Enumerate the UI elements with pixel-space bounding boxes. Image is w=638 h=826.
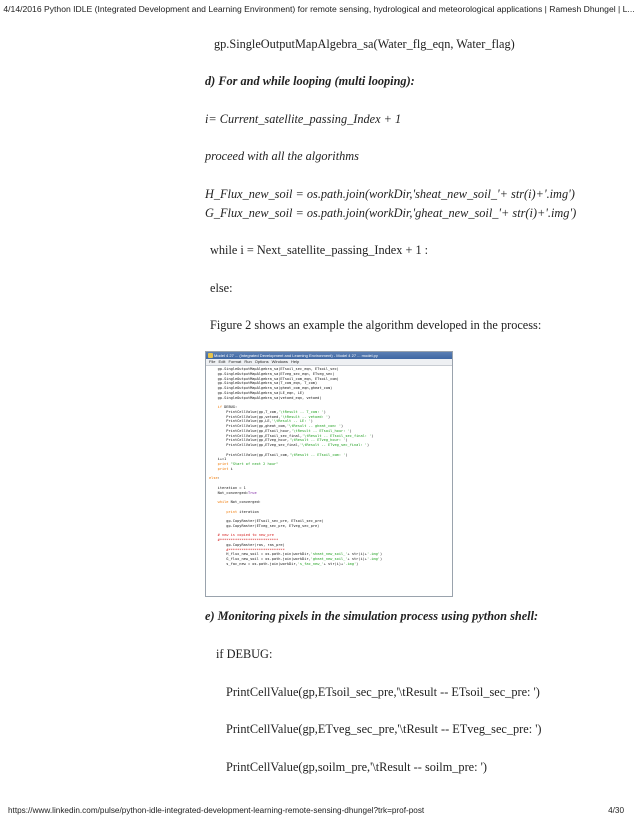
code-line-single-output: gp.SingleOutputMapAlgebra_sa(Water_flg_eqn, Water_flag) (214, 37, 515, 51)
idle-code-line: s_fac_new = os.path.join(workDir,'s_fac_new_'+ str(i)+'.img') (209, 561, 359, 566)
idle-code-line: PrintCellValue(gp,ETsoil_hour,'\tResult -- ETsoil_hour: ') (209, 428, 352, 433)
text-proceed: proceed with all the algorithms (205, 149, 359, 163)
idle-code-line: gp.SingleOutputMapAlgebra_sa(vetoed_eqn, vetoed) (209, 395, 322, 400)
idle-title-bar (206, 352, 452, 359)
code-line-g-flux: G_Flux_new_soil = os.path.join(workDir,'gheat_new_soil_'+ str(i)+'.img') (205, 206, 577, 220)
idle-code-line: print i (217, 466, 233, 471)
idle-code-line: gp.CopyRaster(ETveg_sec_pre, ETveg_sec_pre) (209, 523, 320, 528)
idle-code-area (206, 366, 452, 567)
code-line-print-etsoil: PrintCellValue(gp,ETsoil_sec_pre,'\tResult -- ETsoil_sec_pre: ') (226, 685, 540, 699)
code-line-h-flux: H_Flux_new_soil = os.path.join(workDir,'sheat_new_soil_'+ str(i)+'.img') (205, 187, 575, 201)
figure-caption: Figure 2 shows an example the algorithm developed in the process: (210, 318, 542, 332)
code-line-while: while i = Next_satellite_passing_Index + 1 : (210, 243, 429, 257)
idle-code-line: iteration = 1 (209, 485, 246, 490)
idle-code-line: i+=1 (209, 457, 227, 462)
idle-code-line: # new is copied to new_pre (209, 533, 274, 538)
idle-code-line: PrintCellValue(gp,T_com,'\tResult -- T_com: ') (209, 409, 326, 414)
python-icon (208, 353, 213, 358)
idle-code-line: G_flux_new_soil = os.path.join(workDir,'gheat_new_soil_'+ str(i)+'.img') (209, 557, 383, 561)
print-footer (8, 806, 624, 815)
idle-code-line: #************************** (209, 547, 285, 552)
idle-code-line: if DEBUG: (217, 405, 238, 409)
idle-code-line: gp.CopyRaster(ETsoil_sec_pre, ETsoil_sec_pre) (209, 519, 324, 523)
print-header: 4/14/2016 Python IDLE (Integrated Development and Learning Environment) for remote sensing, hydrological and meteorological applications | Ramesh Dhungel | L... (3, 4, 635, 14)
code-line-print-etveg: PrintCellValue(gp,ETveg_sec_pre,'\tResult -- ETveg_sec_pre: ') (226, 722, 542, 736)
idle-code-line: gp.SingleOutputMapAlgebra_sa(ETveg_sec_eqn, ETveg_sec) (209, 371, 335, 376)
section-heading-monitoring: e) Monitoring pixels in the simulation process using python shell: (205, 609, 539, 623)
idle-code-line: print "Start of next 2 hour" (217, 462, 279, 466)
idle-code-line: PrintCellValue(gp,ETveg_hour,'\tResult -- ETveg_hour: ') (209, 438, 348, 443)
idle-code-line: gp.SingleOutputMapAlgebra_sa(LE_eqn, LE) (209, 390, 305, 395)
footer-url: https://www.linkedin.com/pulse/python-idle-integrated-development-learning-remote-sensing-dhungel?trk=prof-post (8, 806, 425, 815)
idle-code-line: gp.SingleOutputMapAlgebra_sa(T_com_eqn, T_com) (209, 381, 318, 386)
idle-code-line: gp.SingleOutputMapAlgebra_sa(ETsoil_com_eqn, ETsoil_com) (209, 376, 339, 381)
code-line-index: i= Current_satellite_passing_Index + 1 (205, 112, 402, 126)
idle-menu-bar: File Edit Format Run Options Windows Help (206, 359, 452, 366)
footer-page-number: 4/30 (608, 806, 624, 815)
idle-code-line: gp.SingleOutputMapAlgebra_sa(ETsoil_sec_eqn, ETsoil_sec) (209, 367, 339, 371)
idle-code-line: gp.SingleOutputMapAlgebra_sa(gheat_com_eqn,gheat_com) (209, 386, 333, 390)
idle-code-line: PrintCellValue(gp,LE,'\tResult -- LE: ') (209, 419, 313, 424)
idle-code-line: PrintCellValue(gp,vetoed,'\tResult -- vetoed: ') (209, 414, 331, 419)
idle-code-line: while Not_converged: (217, 500, 261, 504)
idle-code-line: H_flux_new_soil = os.path.join(workDir,'sheat_new_soil_'+ str(i)+'.img') (209, 552, 383, 557)
section-heading-looping: d) For and while looping (multi looping): (205, 74, 415, 88)
code-line-print-soilm: PrintCellValue(gp,soilm_pre,'\tResult -- soilm_pre: ') (226, 760, 487, 774)
idle-code-line: Not_converged=True (209, 490, 257, 495)
code-line-else: else: (210, 281, 233, 295)
idle-code-line: else: (209, 476, 220, 481)
idle-code-line: print iteration (226, 509, 259, 514)
idle-code-line: PrintCellValue(gp,ETsoil_com,'\tResult -- ETsoil_com: ') (209, 452, 348, 457)
code-line-if-debug: if DEBUG: (216, 647, 273, 661)
idle-code-line: PrintCellValue(gp,ETsoil_sec_final,'\tResult -- ETsoil_sec_final: ') (209, 433, 374, 438)
idle-title-text: Model 4 27 ... (Integrated Development and Learning Environment) - Model 4 27 ... model.py (214, 353, 378, 358)
idle-screenshot-figure (205, 351, 453, 597)
idle-code-line: gp.CopyRaster(ras, ras_pre) (209, 542, 285, 547)
idle-code-line: #*************************** (209, 538, 279, 542)
idle-code-line: PrintCellValue(gp,gheat_com,'\tResult -- gheat_com: ') (209, 424, 344, 428)
idle-code-line: PrintCellValue(gp,ETveg_sec_final,'\tResult -- ETveg_sec_final: ') (209, 443, 370, 447)
